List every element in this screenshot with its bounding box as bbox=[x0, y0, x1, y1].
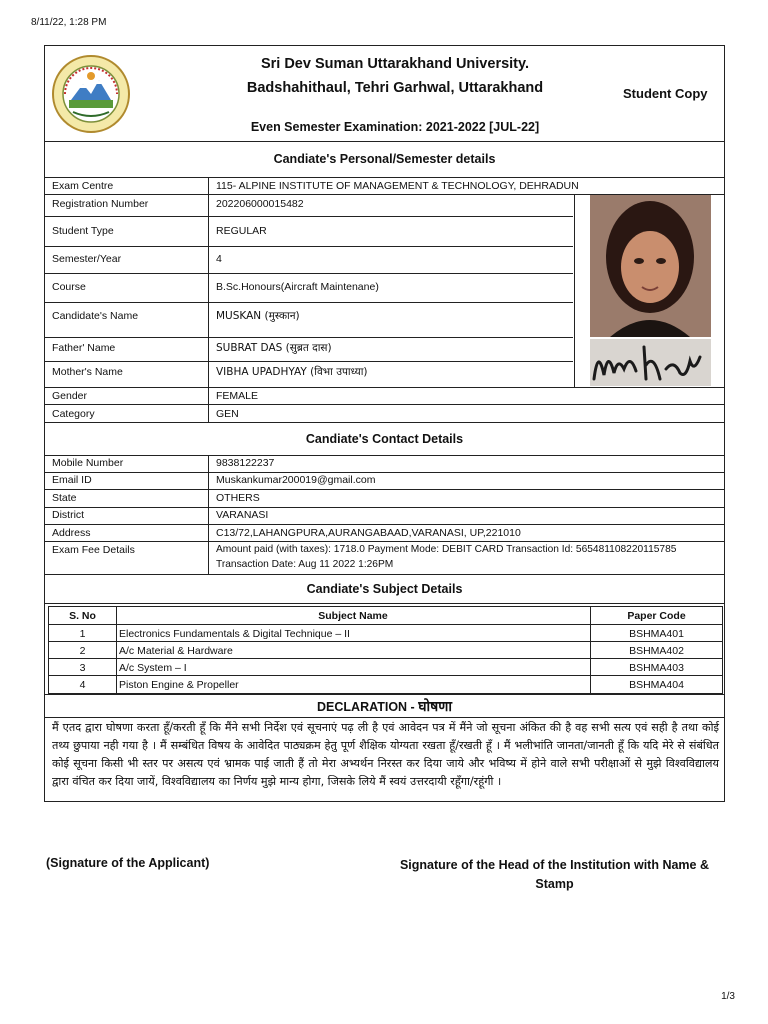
subject-header-name: Subject Name bbox=[318, 610, 388, 622]
table-row-sno: 4 bbox=[79, 679, 86, 691]
table-row-subject: Piston Engine & Propeller bbox=[119, 679, 239, 691]
state-value: OTHERS bbox=[216, 492, 260, 504]
address-label: Address bbox=[52, 527, 91, 539]
exam-centre-label: Exam Centre bbox=[52, 180, 114, 192]
table-row-code: BSHMA401 bbox=[629, 628, 684, 640]
declaration-title-hi: घोषणा bbox=[418, 699, 452, 715]
print-date: 8/11/22, 1:28 PM bbox=[31, 17, 107, 28]
applicant-signature-label: (Signature of the Applicant) bbox=[46, 856, 210, 870]
table-row-sno: 1 bbox=[79, 628, 86, 640]
district-value: VARANASI bbox=[216, 509, 269, 521]
table-row-sno: 3 bbox=[79, 662, 86, 674]
category-value: GEN bbox=[216, 408, 239, 420]
gender-label: Gender bbox=[52, 390, 88, 402]
exam-title: Even Semester Examination: 2021-2022 [JUL-22] bbox=[250, 120, 540, 134]
registration-number-value: 202206000015482 bbox=[216, 198, 304, 210]
declaration-text: मैं एतद द्वारा घोषणा करता हूँ/करती हूँ कि मैंने सभी निर्देश एवं सूचनाएं पढ़ ली है एवं आवेदन पत्र में मैंने जो सूचना अंकित की है वह सभी सत्य एवं सही है तथा कोई तथ्य छुपाया नही गया है । मैं सम्बंधित विषय के आवेदित पाठ्यक्रम हेतु पूर्ण शैक्षिक योग्यता रखता हूँ/रखती हूँ । मैं भलीभांति जानता/जानती हूँ कि यदि मेरे से संबंधित कोई सूचना किसी भी स्तर पर असत्य एवं भ्रामक पाई जाती हैं तो मेरा अभ्यर्थन निरस्त कर दिया जाये और भविष्य में होने वाले सभी परीक्षाओं से मुझे विश्वविद्यालय द्वारा वंचित कर दिया जायें, विश्वविद्यालय का निर्णय मुझे मान्य होगा, जिसके लिये मैं स्वयं उत्तरदायी रहूँगा/रहूंगी । bbox=[52, 721, 719, 788]
contact-section-title: Candiate's Contact Details bbox=[305, 432, 464, 446]
mobile-number-value: 9838122237 bbox=[216, 457, 275, 469]
candidate-name-value: MUSKAN (मुस्कान) bbox=[216, 310, 300, 322]
father-name-label: Father' Name bbox=[52, 342, 116, 354]
transaction-date-value: Transaction Date: Aug 11 2022 1:26PM bbox=[216, 559, 394, 570]
table-row-subject: A/c System – I bbox=[119, 662, 187, 674]
admit-card-form bbox=[44, 45, 725, 802]
student-type-label: Student Type bbox=[52, 225, 114, 237]
district-label: District bbox=[52, 509, 85, 521]
table-row-code: BSHMA404 bbox=[629, 679, 684, 691]
declaration-title bbox=[45, 697, 724, 716]
subject-section-title: Candiate's Subject Details bbox=[306, 582, 463, 596]
page-number: 1/3 bbox=[721, 991, 735, 1002]
declaration-title-en: DECLARATION - bbox=[317, 700, 415, 714]
table-row-sno: 2 bbox=[79, 645, 86, 657]
exam-fee-value: Amount paid (with taxes): 1718.0 Payment Mode: DEBIT CARD Transaction Id: 565481108220115785 bbox=[216, 544, 677, 555]
head-signature-label: Signature of the Head of the Institution with Name & Stamp bbox=[399, 858, 710, 891]
table-row-subject: A/c Material & Hardware bbox=[119, 645, 233, 657]
email-label: Email ID bbox=[52, 474, 92, 486]
copy-label: Student Copy bbox=[623, 86, 708, 101]
state-label: State bbox=[52, 492, 77, 504]
subject-table bbox=[48, 606, 723, 694]
subject-header-sno: S. No bbox=[69, 610, 96, 622]
table-row-code: BSHMA402 bbox=[629, 645, 684, 657]
address-value: C13/72,LAHANGPURA,AURANGABAAD,VARANASI, UP,221010 bbox=[216, 527, 521, 539]
mother-name-value: VIBHA UPADHYAY (विभा उपाध्या) bbox=[216, 366, 368, 378]
personal-section-title: Candiate's Personal/Semester details bbox=[273, 152, 496, 166]
mobile-number-label: Mobile Number bbox=[52, 457, 124, 469]
exam-fee-label: Exam Fee Details bbox=[52, 544, 135, 556]
university-name: Sri Dev Suman Uttarakhand University. bbox=[260, 56, 530, 72]
candidate-photo bbox=[590, 195, 711, 337]
table-row-code: BSHMA403 bbox=[629, 662, 684, 674]
candidate-signature bbox=[590, 339, 711, 386]
semester-year-label: Semester/Year bbox=[52, 253, 122, 265]
course-label: Course bbox=[52, 281, 86, 293]
subject-header-code: Paper Code bbox=[627, 610, 686, 622]
category-label: Category bbox=[52, 408, 95, 420]
course-value: B.Sc.Honours(Aircraft Maintenane) bbox=[216, 281, 379, 293]
email-value: Muskankumar200019@gmail.com bbox=[216, 474, 376, 486]
table-row-subject: Electronics Fundamentals & Digital Technique – II bbox=[119, 628, 350, 640]
student-type-value: REGULAR bbox=[216, 225, 267, 237]
father-name-value: SUBRAT DAS (सुब्रत दास) bbox=[216, 342, 332, 354]
registration-number-label: Registration Number bbox=[52, 198, 149, 210]
university-address: Badshahithaul, Tehri Garhwal, Uttarakhand bbox=[246, 80, 544, 96]
semester-year-value: 4 bbox=[216, 253, 222, 265]
exam-centre-value: 115- ALPINE INSTITUTE OF MANAGEMENT & TECHNOLOGY, DEHRADUN bbox=[216, 180, 579, 192]
mother-name-label: Mother's Name bbox=[52, 366, 123, 378]
university-seal-icon bbox=[51, 54, 131, 134]
candidate-name-label: Candidate's Name bbox=[52, 310, 139, 322]
gender-value: FEMALE bbox=[216, 390, 259, 402]
